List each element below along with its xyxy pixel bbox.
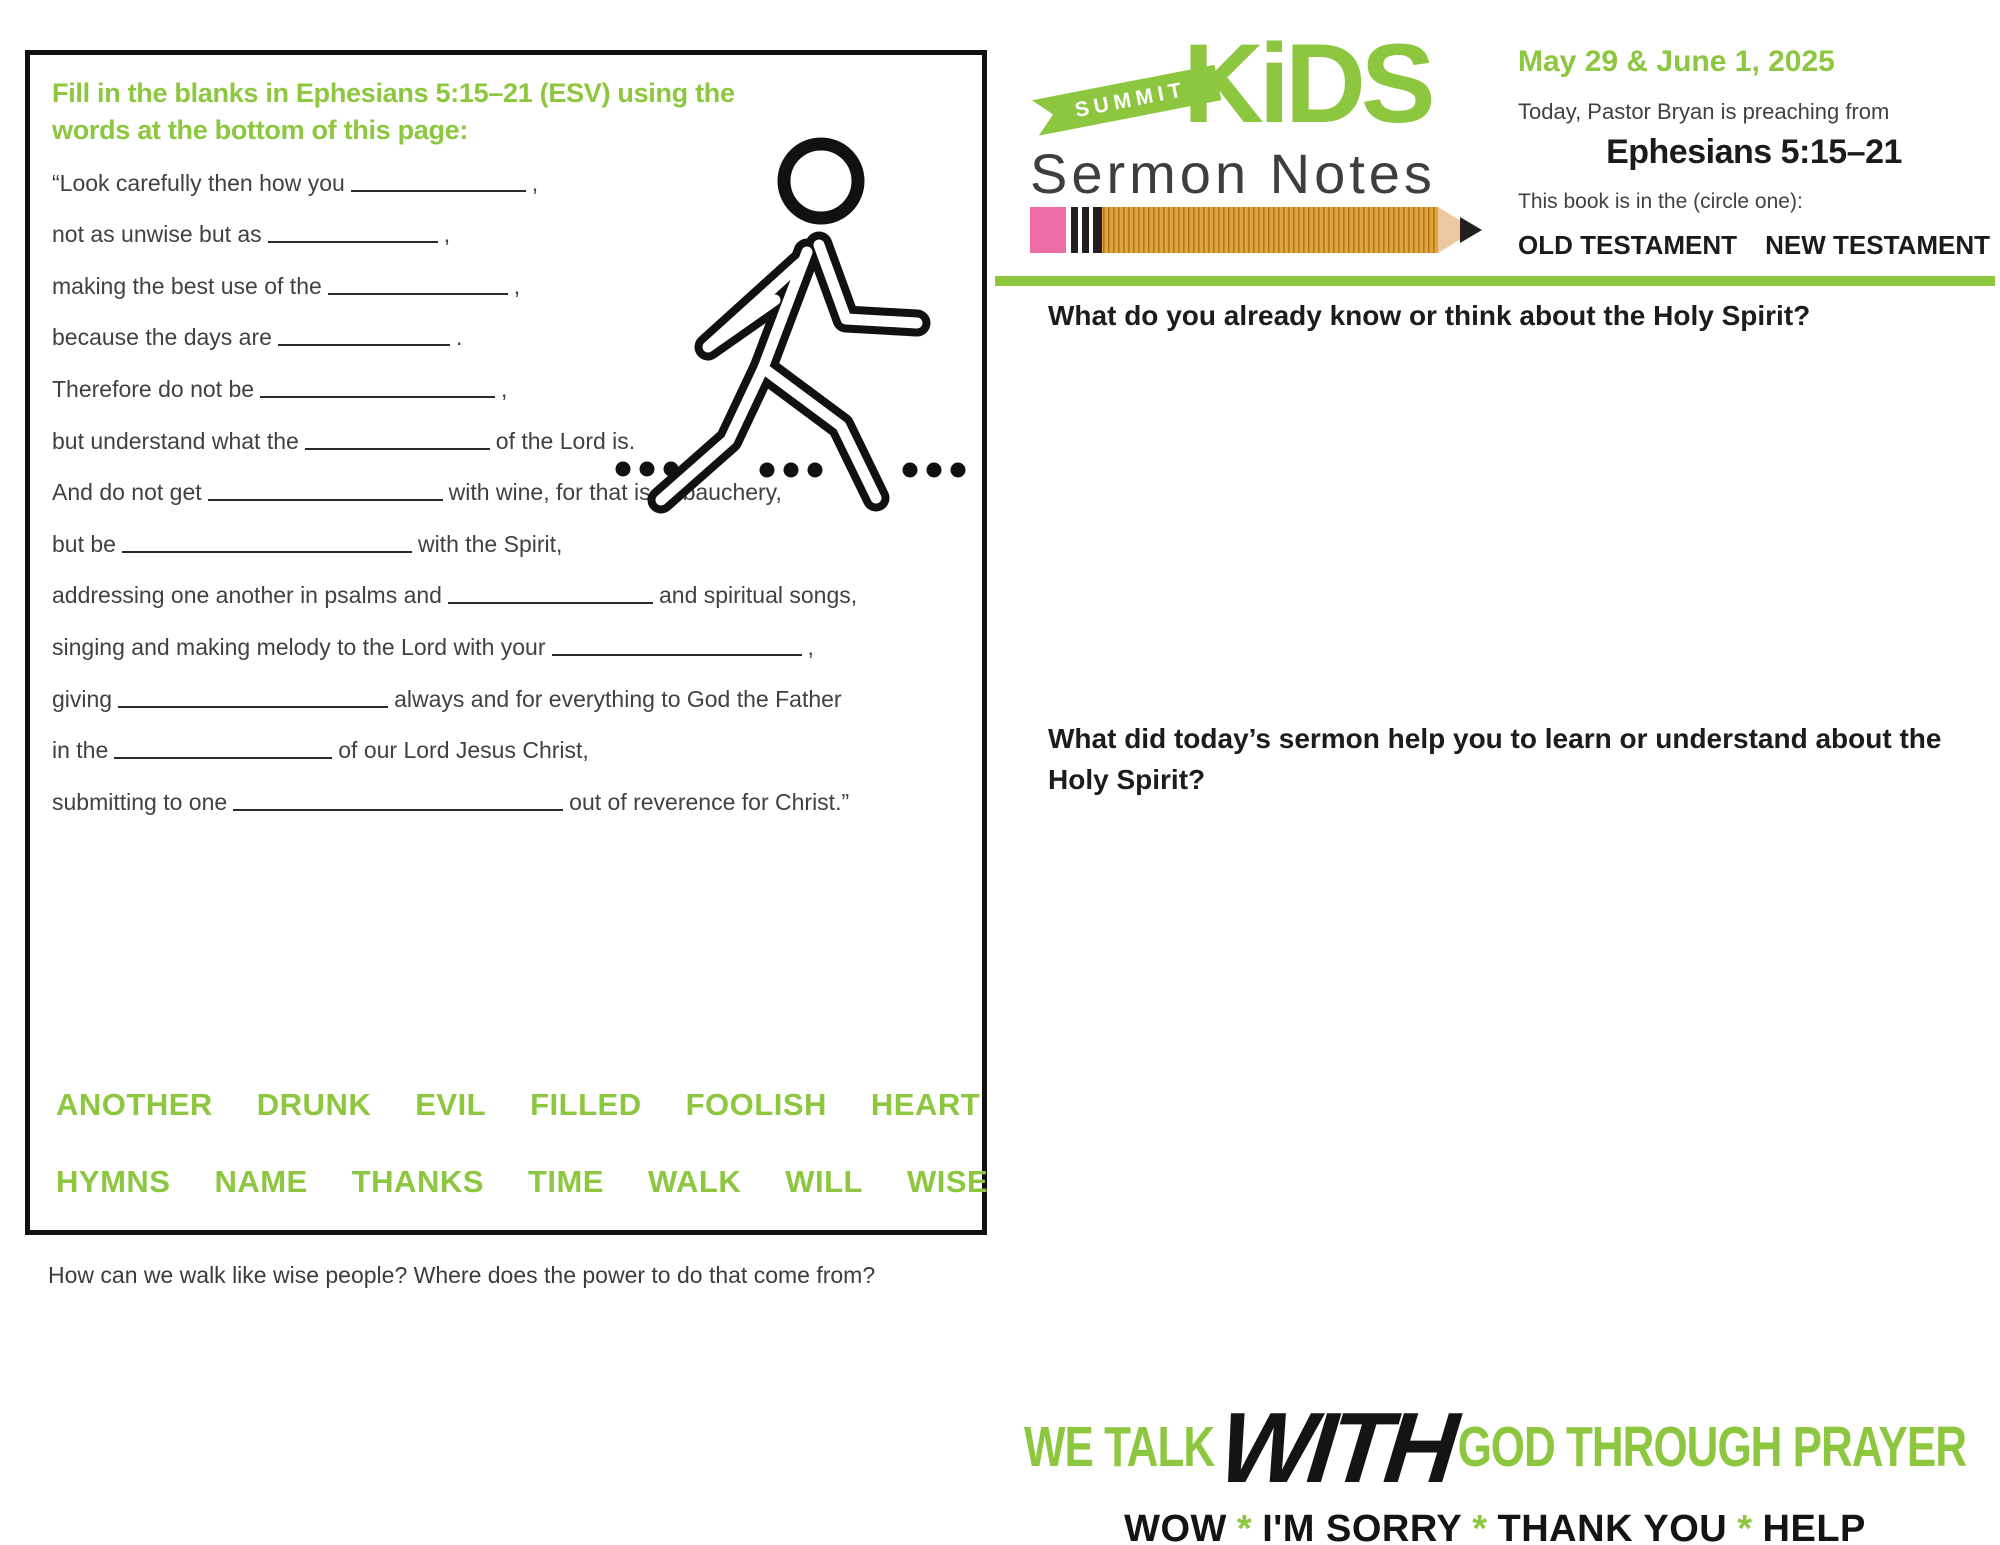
testament-options [1518, 230, 1990, 261]
pencil-graphite-tip [1460, 217, 1482, 243]
god-through-prayer-text: GOD THROUGH PRAYER [1457, 1416, 1967, 1479]
word-bank-word: HEART [870, 1087, 981, 1122]
passage-text-before: but be [52, 530, 116, 557]
passage-text-after: out of reverence for Christ.” [569, 788, 850, 815]
sermon-info-block [1518, 45, 1990, 261]
passage-text-after: , [513, 272, 521, 299]
passage-text-after: , [443, 221, 451, 248]
walk-wise-question: How can we walk like wise people? Where does the power to do that come from? [48, 1262, 876, 1288]
blank-line [351, 188, 526, 192]
prayer-word: I'M SORRY [1262, 1508, 1463, 1545]
blank-line [448, 600, 653, 604]
pencil-body [1102, 207, 1438, 253]
passage-line-13 [52, 764, 967, 816]
passage-text-before: Therefore do not be [52, 375, 255, 402]
blank-line [268, 239, 438, 243]
prayer-footer [1010, 1392, 1980, 1545]
word-bank-word: EVIL [415, 1087, 487, 1122]
circle-one-label: This book is in the (circle one): [1518, 190, 1803, 213]
word-bank-word: WALK [647, 1164, 742, 1199]
sermon-notes-logo: Sermon Notes [1030, 142, 1436, 205]
worksheet-title: Fill in the blanks in Ephesians 5:15–21 (ESV) using the words at the bottom of this page: [52, 78, 735, 145]
passage-text-before: And do not get [52, 479, 202, 506]
passage-text-before: singing and making melody to the Lord with your [52, 633, 546, 660]
blank-line [208, 497, 443, 501]
word-bank-word: TIME [527, 1164, 604, 1199]
prayer-words-row [1010, 1508, 1980, 1545]
passage-line-10 [52, 609, 967, 661]
passage-text-after: with the Spirit, [417, 530, 563, 557]
blank-line [118, 704, 388, 708]
with-text: WITH [1214, 1392, 1458, 1504]
word-bank-word: ANOTHER [56, 1087, 213, 1122]
blank-line [278, 342, 450, 346]
blank-line [122, 549, 412, 553]
passage-text-before: in the [52, 737, 109, 764]
passage-text-before: addressing one another in psalms and [52, 582, 442, 609]
word-bank-word: WISE [906, 1164, 989, 1199]
old-testament-option: OLD TESTAMENT [1518, 230, 1738, 260]
passage-line-12 [52, 713, 967, 765]
passage-line-9 [52, 558, 967, 610]
blank-line [552, 652, 802, 656]
pencil-eraser [1030, 207, 1066, 253]
sermon-date: May 29 & June 1, 2025 [1518, 45, 1835, 78]
asterisk-separator: * [1236, 1508, 1253, 1545]
word-bank-word: HYMNS [56, 1164, 171, 1199]
passage-text-before: submitting to one [52, 788, 228, 815]
question-learn-holy-spirit: What did today’s sermon help you to learn or understand about the Holy Spirit? [1048, 723, 1942, 795]
passage-text-before: making the best use of the [52, 272, 322, 299]
passage-text-before: “Look carefully then how you [52, 169, 345, 196]
blank-line [328, 291, 508, 295]
we-talk-with-god-banner [1010, 1392, 1980, 1504]
pencil-icon [1030, 207, 1482, 253]
passage-text-after: , [807, 633, 814, 660]
asterisk-separator: * [1472, 1508, 1488, 1545]
ribbon-text: SUMMIT [1073, 77, 1189, 123]
blank-line [260, 394, 495, 398]
passage-text-after: and spiritual songs, [658, 582, 858, 609]
passage-text-after: . [455, 324, 463, 351]
blank-line [305, 446, 490, 450]
passage-text-after: of the Lord is. [495, 427, 636, 454]
passage-text-after: always and for everything to God the Father [394, 685, 842, 712]
word-bank-word: DRUNK [256, 1087, 372, 1122]
word-bank-word: FOOLISH [685, 1087, 827, 1122]
word-bank-word: FILLED [530, 1087, 642, 1122]
passage-text-before: giving [52, 685, 113, 712]
word-bank-word: THANKS [351, 1164, 484, 1199]
prayer-word: THANK YOU [1497, 1508, 1728, 1545]
fill-in-blanks-box [25, 50, 987, 1235]
blank-line [114, 755, 332, 759]
kids-logo: KiDS [1183, 21, 1431, 146]
question-know-holy-spirit: What do you already know or think about the Holy Spirit? [1048, 300, 1811, 331]
asterisk-separator: * [1737, 1508, 1753, 1545]
prayer-word: HELP [1762, 1508, 1866, 1545]
footsteps-dots-icon [616, 462, 966, 478]
passage-text-before: because the days are [52, 324, 272, 351]
we-talk-text: WE TALK [1023, 1416, 1215, 1479]
new-testament-option: NEW TESTAMENT [1765, 230, 1990, 260]
passage-text-after: with wine, for that is debauchery, [448, 479, 782, 506]
word-bank-word: WILL [785, 1164, 863, 1199]
word-bank-row-1 [56, 1087, 980, 1123]
word-bank-row-2 [56, 1164, 988, 1200]
prayer-word: WOW [1124, 1508, 1227, 1545]
passage-text-before: not as unwise but as [52, 221, 262, 248]
passage-text-after: of our Lord Jesus Christ, [338, 737, 589, 764]
walking-person-icon [595, 130, 985, 530]
blank-line [233, 807, 563, 811]
passage-text-after: , [531, 169, 539, 196]
passage-reference: Ephesians 5:15–21 [1606, 133, 1902, 171]
preaching-from-label: Today, Pastor Bryan is preaching from [1518, 99, 1890, 124]
passage-line-11 [52, 661, 967, 713]
passage-text-after: , [501, 375, 508, 402]
green-divider-line [995, 276, 1995, 286]
passage-text-before: but understand what the [52, 427, 299, 454]
word-bank-word: NAME [214, 1164, 308, 1199]
